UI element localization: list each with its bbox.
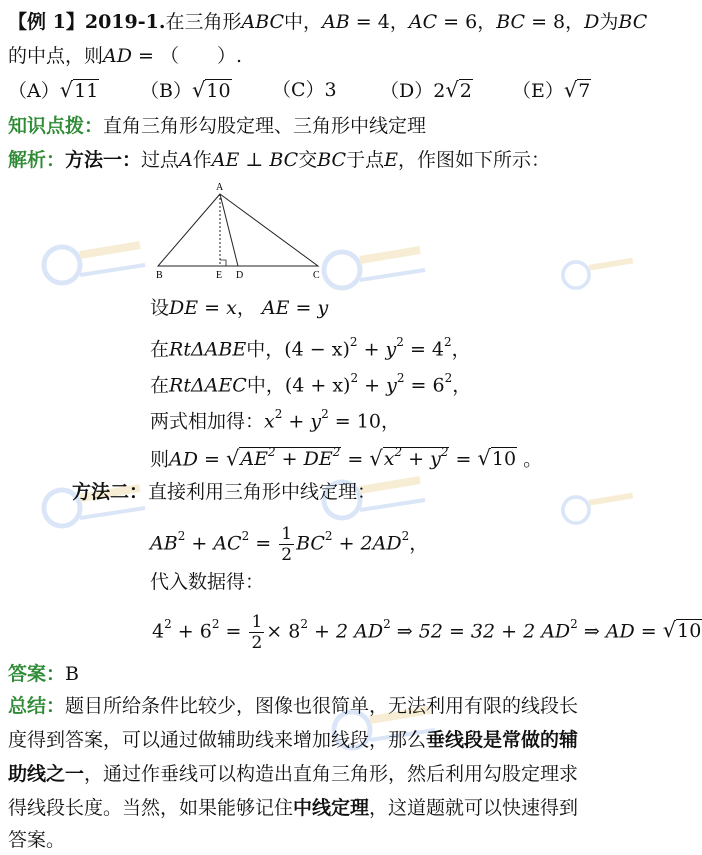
formula-math: = <box>219 620 248 643</box>
step-math: RtΔAEC <box>169 374 247 397</box>
step-math: = 4 <box>403 338 444 361</box>
step-text: 中， <box>246 338 285 361</box>
exponent: 2 <box>444 371 453 385</box>
summary-text: 答案。 <box>8 829 66 851</box>
summary-emphasis: 中线定理 <box>293 797 370 819</box>
step-math: + y <box>358 374 397 397</box>
step2-line <box>150 330 471 363</box>
value-ab: = 4， <box>349 11 409 33</box>
method2-line <box>72 478 376 506</box>
problem-number: 2019-1. <box>84 11 166 33</box>
exponent: 2 <box>274 407 283 421</box>
formula-math: ⇒ 52 = 32 + 2 AD <box>390 620 571 643</box>
step-math: = 6 <box>404 374 445 397</box>
choice-label: （B） <box>140 80 192 102</box>
choice-value: 11 <box>74 80 99 102</box>
answer-label: 答案： <box>8 663 66 685</box>
exponent: 2 <box>211 617 220 631</box>
exponent: 2 <box>570 617 578 631</box>
analysis-line <box>8 146 550 174</box>
problem-line-2 <box>8 42 242 70</box>
watermark-logo-icon <box>560 245 640 305</box>
exponent: 2 <box>394 445 403 459</box>
step-math: x <box>264 410 275 433</box>
summary-line-1 <box>8 692 578 720</box>
step-math: + y <box>282 410 322 433</box>
choice-value: 3 <box>324 79 337 101</box>
formula-math: AB <box>150 532 178 555</box>
choice-c <box>272 76 337 104</box>
problem-text: 在三角形 <box>165 11 242 33</box>
answer-line <box>8 660 79 688</box>
sqrt-body: 10 <box>677 620 702 643</box>
sqrt-symbol: √2 <box>445 78 472 102</box>
exponent: 2 <box>332 445 341 459</box>
formula-math: × 8 <box>266 620 301 643</box>
step-math: AD = <box>169 448 226 471</box>
fraction-denominator: 2 <box>281 544 293 565</box>
analysis-text: 作 <box>192 149 212 171</box>
step-text: ， <box>236 297 256 319</box>
knowledge-line <box>8 112 426 140</box>
sqrt-body <box>239 447 341 470</box>
problem-text: 为 <box>599 11 619 33</box>
step-text: ， <box>380 410 400 433</box>
problem-tag: 【例 1】 <box>8 11 85 33</box>
segment-bc: BC <box>496 11 526 33</box>
exponent: 2 <box>396 335 404 349</box>
segment-ab: AB <box>322 11 350 33</box>
step-text: 中， <box>246 374 285 397</box>
choice-value: 7 <box>578 80 591 102</box>
step-text: 在 <box>150 374 170 397</box>
choice-d <box>380 76 473 105</box>
choice-e <box>512 76 591 105</box>
triangle-name: ABC <box>241 11 285 33</box>
step-text: ， <box>451 338 471 361</box>
summary-text: ，这道题就可以快速得到 <box>369 797 579 819</box>
choice-b <box>140 76 232 105</box>
sqrt-symbol: $√x^2 + y^2$ <box>369 445 449 471</box>
summary-label: 总结： <box>8 695 66 717</box>
summary-emphasis: 助线之一 <box>8 763 85 785</box>
watermark-logo-icon <box>560 480 640 540</box>
fraction-half <box>279 524 294 565</box>
figure-label-a: A <box>216 182 224 193</box>
exponent: 2 <box>440 445 449 459</box>
analysis-text: 过点 <box>141 149 180 171</box>
point-d: D <box>584 11 600 33</box>
summary-text: 度得到答案，可以通过做辅助线来增加线段，那么 <box>8 729 427 751</box>
analysis-label: 解析： <box>8 149 66 171</box>
step5-line <box>150 440 542 473</box>
exponent: 2 <box>164 617 172 631</box>
exponent: 2 <box>177 529 186 543</box>
method2-label: 方法二： <box>72 481 149 503</box>
step-math: = 10 <box>328 410 381 433</box>
segment-ac: AC <box>408 11 438 33</box>
exponent: 2 <box>350 371 359 385</box>
figure-label-d: D <box>236 270 244 281</box>
answer-value: B <box>65 663 79 685</box>
step-math: DE = x <box>169 297 237 319</box>
point-a: A <box>179 149 193 171</box>
step-text: 设 <box>150 297 170 319</box>
fraction-half <box>249 612 264 653</box>
step-math: + y <box>357 338 397 361</box>
summary-emphasis: 垂线段是常做的辅 <box>426 729 579 751</box>
exponent: 2 <box>241 529 250 543</box>
formula-math: + 2AD <box>332 532 402 555</box>
formula1-line <box>150 518 428 565</box>
formula-text: ， <box>409 532 429 555</box>
watermark-logo-icon <box>40 235 150 295</box>
formula-math: 4 <box>152 620 165 643</box>
step-math: = <box>449 448 478 471</box>
exponent: 2 <box>349 335 358 349</box>
problem-line-1 <box>8 8 647 36</box>
formula-math: + 6 <box>171 620 212 643</box>
step-text: 。 <box>517 448 543 471</box>
figure-label-b: B <box>156 270 163 281</box>
summary-text: 得线段长度。当然，如果能够记住 <box>8 797 294 819</box>
step-math: AE <box>240 448 268 471</box>
sqrt-body <box>383 447 450 470</box>
step3-line <box>150 366 471 399</box>
step-math: + y <box>402 448 441 471</box>
exponent: 2 <box>401 529 410 543</box>
summary-line-3 <box>8 760 578 788</box>
sqrt-symbol: √10 <box>191 78 231 102</box>
knowledge-label: 知识点拨： <box>8 115 104 137</box>
choice-prefix: 2 <box>433 80 446 102</box>
step1-line <box>150 294 328 322</box>
step-math: RtΔABE <box>169 338 247 361</box>
formula-math: ⇒ AD = <box>577 620 663 643</box>
choice-value: 2 <box>459 80 472 102</box>
step-math: x <box>383 448 395 471</box>
step-text: 两式相加得： <box>150 410 265 433</box>
step-math: AE = y <box>261 297 329 319</box>
step4-line <box>150 402 400 435</box>
choice-a <box>8 76 99 105</box>
exponent: 2 <box>267 445 276 459</box>
sqrt-symbol: √7 <box>563 78 591 102</box>
value-bc: = 8， <box>525 11 585 33</box>
formula-math: + 2 AD <box>308 620 384 643</box>
summary-line-2 <box>8 726 578 754</box>
formula-math: BC <box>296 532 325 555</box>
fraction-numerator: 1 <box>281 523 293 544</box>
segment-bc: BC <box>618 11 648 33</box>
sqrt-symbol: $√AE^2 + DE^2$ <box>225 445 341 471</box>
summary-line-4 <box>8 794 578 822</box>
method1-label: 方法一： <box>65 149 142 171</box>
choice-label: （E） <box>512 80 564 102</box>
problem-text: 的中点，则 <box>8 45 104 67</box>
step-math: + DE <box>275 448 333 471</box>
exponent: 2 <box>321 407 329 421</box>
problem-text: = （ ）. <box>131 45 243 67</box>
exponent: 2 <box>383 617 391 631</box>
step-math: (4 − x) <box>284 338 350 361</box>
sqrt-symbol: √11 <box>59 78 99 102</box>
exponent: 2 <box>324 529 333 543</box>
figure-label-c: C <box>313 270 320 281</box>
formula-math: + AC <box>185 532 242 555</box>
step-text: ， <box>452 374 472 397</box>
problem-text: 中， <box>284 11 323 33</box>
substitute-text: 代入数据得： <box>150 571 265 593</box>
analysis-text: ，作图如下所示： <box>397 149 550 171</box>
substitute-line <box>150 568 264 596</box>
value-ac: = 6， <box>437 11 497 33</box>
formula2-line <box>152 606 702 653</box>
exponent: 2 <box>444 335 452 349</box>
segment-bc: BC <box>317 149 347 171</box>
fraction-denominator: 2 <box>251 632 263 653</box>
sqrt-body: 10 <box>491 448 517 471</box>
step-text: 则 <box>150 448 170 471</box>
sqrt-symbol: √10 <box>662 618 702 643</box>
analysis-text: 于点 <box>346 149 385 171</box>
exponent: 2 <box>396 371 405 385</box>
segment-ad: AD <box>103 45 132 67</box>
figure-label-e: E <box>216 270 223 281</box>
analysis-text: 交 <box>298 149 318 171</box>
triangle-figure <box>150 180 340 280</box>
knowledge-text: 直角三角形勾股定理、三角形中线定理 <box>103 115 427 137</box>
summary-line-5 <box>8 826 65 854</box>
choice-value: 10 <box>206 80 231 102</box>
choice-label: （D） <box>380 80 434 102</box>
step-text: 在 <box>150 338 170 361</box>
step-math: (4 + x) <box>284 374 351 397</box>
choice-label: （A） <box>8 80 60 102</box>
point-e: E <box>384 149 398 171</box>
step-math: = <box>341 448 370 471</box>
choice-label: （C） <box>272 79 325 101</box>
summary-text: ，通过作垂线可以构造出直角三角形，然后利用勾股定理求 <box>84 763 579 785</box>
fraction-numerator: 1 <box>251 611 263 632</box>
formula-math: = <box>249 532 278 555</box>
exponent: 2 <box>300 617 308 631</box>
perpendicular-expr: AE ⊥ BC <box>211 149 299 171</box>
method2-text: 直接利用三角形中线定理： <box>148 481 377 503</box>
summary-text: 题目所给条件比较少，图像也很简单，无法利用有限的线段长 <box>65 695 579 717</box>
sqrt-symbol: √10 <box>477 446 517 471</box>
